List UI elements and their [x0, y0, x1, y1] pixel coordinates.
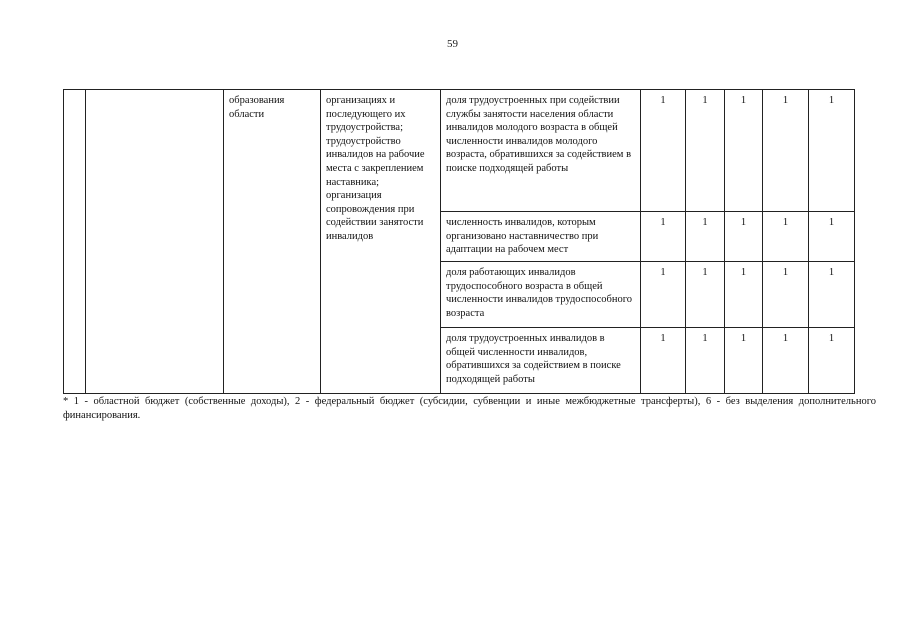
measures-cell: организациях и последующего их трудоустройства; трудоустройство инвалидов на рабочие места с закреплением наставника; организация сопровождения при содействии занятости инвалидов — [321, 90, 441, 394]
indicator-cell: доля трудоустроенных инвалидов в общей численности инвалидов, обратившихся за содействием в поиске подходящей работы — [441, 328, 641, 394]
value-cell: 1 — [809, 90, 855, 212]
number-cell — [64, 90, 86, 394]
value-cell: 1 — [686, 328, 725, 394]
executor-cell: образования области — [224, 90, 321, 394]
value-cell: 1 — [809, 328, 855, 394]
value-cell: 1 — [641, 262, 686, 328]
page-number: 59 — [447, 38, 458, 50]
value-cell: 1 — [763, 328, 809, 394]
value-cell: 1 — [809, 212, 855, 262]
value-cell: 1 — [686, 212, 725, 262]
value-cell: 1 — [686, 262, 725, 328]
table-row — [64, 90, 855, 212]
value-cell: 1 — [763, 90, 809, 212]
value-cell: 1 — [641, 90, 686, 212]
value-cell: 1 — [686, 90, 725, 212]
program-table — [63, 89, 855, 394]
value-cell: 1 — [725, 262, 763, 328]
name-cell — [86, 90, 224, 394]
value-cell: 1 — [725, 328, 763, 394]
indicator-cell: доля работающих инвалидов трудоспособного возраста в общей численности инвалидов трудоспособного возраста — [441, 262, 641, 328]
value-cell: 1 — [641, 212, 686, 262]
value-cell: 1 — [763, 212, 809, 262]
footnote: * 1 - областной бюджет (собственные доходы), 2 - федеральный бюджет (субсидии, субвенции и иные межбюджетные трансферты), 6 - без выделения дополнительного финансирования. — [63, 396, 876, 421]
value-cell: 1 — [725, 90, 763, 212]
indicator-cell: численность инвалидов, которым организовано наставничество при адаптации на рабочем мест — [441, 212, 641, 262]
value-cell: 1 — [763, 262, 809, 328]
value-cell: 1 — [725, 212, 763, 262]
indicator-cell: доля трудоустроенных при содействии службы занятости населения области инвалидов молодого возраста в общей численности инвалидов молодого возраста, обратившихся за содействием в поиске подходящей работы — [441, 90, 641, 212]
value-cell: 1 — [809, 262, 855, 328]
value-cell: 1 — [641, 328, 686, 394]
